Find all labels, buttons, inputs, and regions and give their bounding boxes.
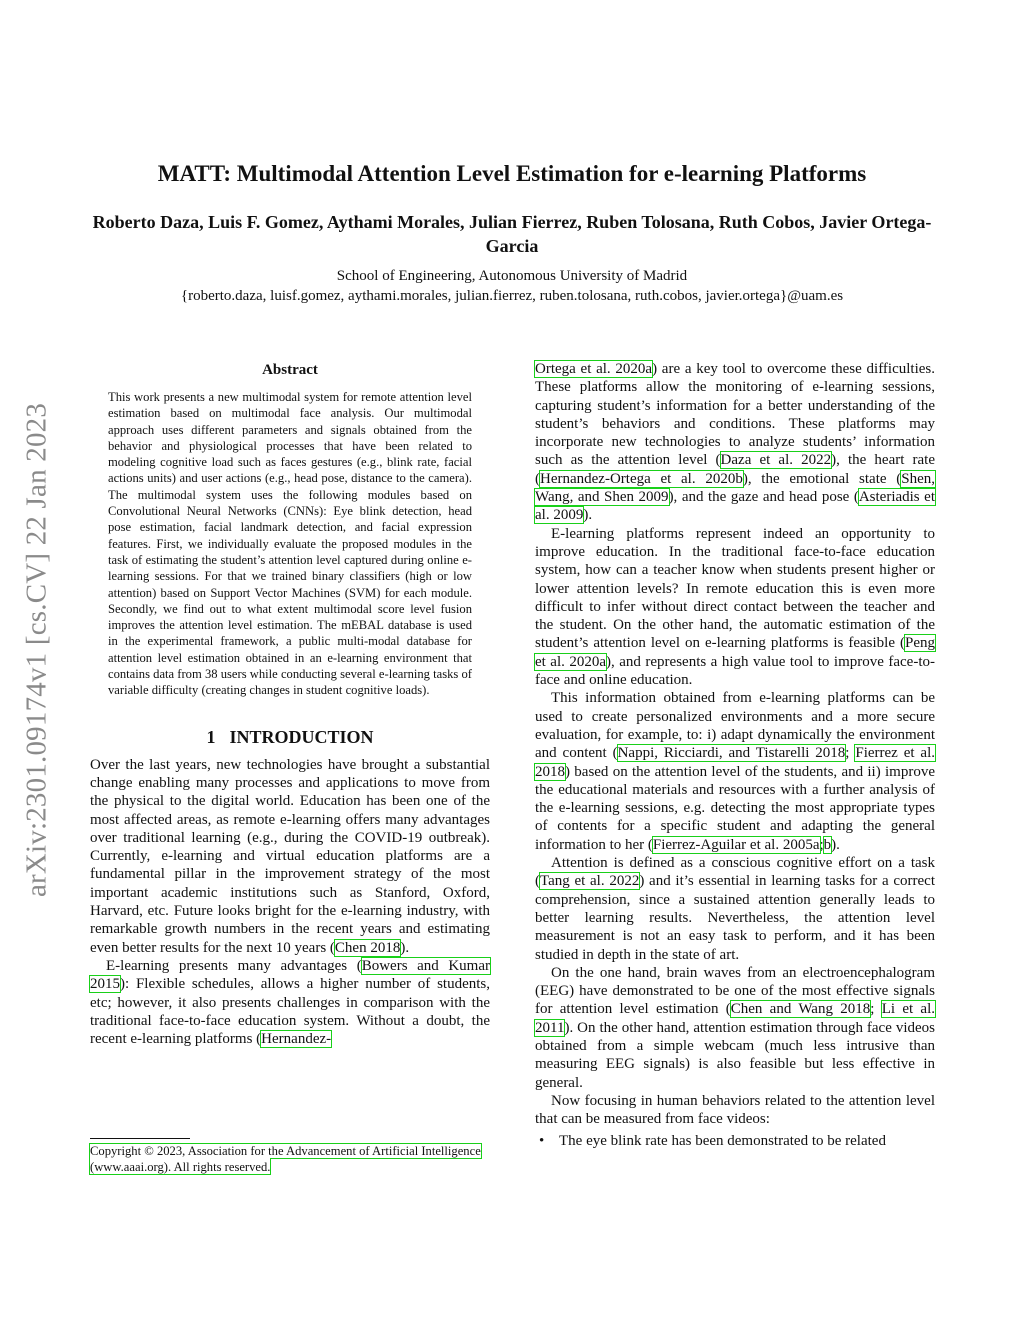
bullet-text: The eye blink rate has been demonstrated to be related xyxy=(559,1133,886,1150)
citation-link[interactable]: Peng et al. 2020a xyxy=(535,635,935,670)
text-run: ; xyxy=(845,745,856,762)
citation-link[interactable]: Li et al. 2011 xyxy=(535,1001,935,1036)
paper-title: MATT: Multimodal Attention Level Estimation for e-learning Platforms xyxy=(157,161,867,186)
citation-link[interactable]: Hernandez-Ortega et al. 2020b xyxy=(540,470,743,487)
citation-link[interactable]: Nappi, Ricciardi, and Tistarelli 2018 xyxy=(617,745,846,762)
citation-link[interactable]: Bowers and Kumar 2015 xyxy=(90,957,491,993)
copyright-link[interactable]: Copyright © 2023, Association for the Advancement of Artificial Intelligence (www.aaai.org). All rights reserved. xyxy=(90,1144,481,1174)
text-run: ), and the gaze and head pose ( xyxy=(668,489,859,506)
abstract-heading: Abstract xyxy=(262,362,318,378)
citation-link[interactable]: Hernandez- xyxy=(261,1031,332,1048)
text-run: ) based on the attention level of the students, and ii) improve the educational materials and resources with a further analysis of the e-learning sessions, e.g. detecting the most appropriate types of contents for a specific student and adapting the general information to her ( xyxy=(535,763,935,853)
author-emails: {roberto.daza, luisf.gomez, aythami.morales, julian.fierrez, ruben.tolosana, ruth.cobos, javier.ortega}@uam.es xyxy=(180,288,844,304)
arxiv-identifier: arXiv:2301.09174v1 [cs.CV] 22 Jan 2023 xyxy=(20,402,53,898)
text-run: ). On the other hand, attention estimation through face videos obtained from a simple webcam (much less intrusive than measuring EEG signals) is also feasible but less effective in general. xyxy=(535,1019,935,1091)
text-run: ). xyxy=(400,939,410,956)
text-run: ) are a key tool to overcome these difficulties. These platforms allow the monitoring of e-learning sessions, capturing student’s information for a better understanding of the student’s behaviors and conditions. These platforms may incorporate new technologies to analyze students’ information such as the attention level ( xyxy=(535,361,935,469)
right-paragraph-4 xyxy=(535,854,935,964)
text-run: ): Flexible schedules, allows a higher number of students, etc; however, it also presents challenges in comparison with the traditional face-to-face education system. Without a doubt, the recent e-learning platforms ( xyxy=(90,976,490,1048)
citation-link[interactable]: Fierrez-Aguilar et al. 2005a xyxy=(652,836,820,853)
text-run: ), and represents a high value tool to improve face-to-face and online education. xyxy=(535,653,935,689)
right-paragraph-2 xyxy=(535,525,935,690)
arxiv-sidebar-stamp xyxy=(22,360,52,940)
abstract-text: This work presents a new multimodal system for remote attention level estimation based on multimodal face analysis. Our multimodal approach uses different parameters and signals obtained from the behavior and physiological processes that have been related to modeling cognitive load such as faces gestures (e.g., blink rate, facial actions units) and user actions (e.g., head pose, distance to the camera). The multimodal system uses the following modules based on Convolutional Neural Networks (CNNs): Eye blink detection, head pose estimation, facial landmark detection, and facial expression features. First, we individually evaluate the proposed modules in the task of estimating the student’s attention level captured during online e-learning sessions. For that we trained binary classifiers (high or low attention) based on Support Vector Machines (SVM) for each module. Secondly, we find out to what extent multimodal score level fusion improves the attention level estimation. The mEBAL database is used in the experimental framework, a public multi-modal database for attention level estimation obtained in an e-learning environment that contains data from 38 users while conducting several e-learning tasks of variable difficulty (creating changes in student cognitive loads). xyxy=(108,390,472,698)
intro-paragraph-2 xyxy=(90,957,490,1048)
footnote-rule xyxy=(90,1138,190,1139)
citation-link[interactable]: b xyxy=(823,836,832,853)
text-run: ), the heart rate ( xyxy=(535,452,935,487)
right-paragraph-3 xyxy=(535,689,935,854)
section-title: INTRODUCTION xyxy=(229,726,374,747)
affiliation: School of Engineering, Autonomous University of Madrid xyxy=(336,268,688,284)
section-heading-introduction xyxy=(90,727,490,748)
citation-link[interactable]: Fierrez et al. 2018 xyxy=(535,745,936,780)
text-run: ). xyxy=(583,507,593,524)
right-paragraph-6: Now focusing in human behaviors related to the attention level that can be measured from face videos: xyxy=(535,1092,935,1128)
citation-link[interactable]: Ortega et al. 2020a xyxy=(535,361,653,377)
right-paragraph-5 xyxy=(535,964,935,1092)
text-run: ; xyxy=(870,1001,882,1018)
right-column xyxy=(535,360,935,1151)
citation-link[interactable]: Asteriadis et al. 2009 xyxy=(535,489,935,524)
left-column xyxy=(90,360,490,1048)
citation-link[interactable]: Chen 2018 xyxy=(334,939,401,956)
text-run: E-learning presents many advantages ( xyxy=(106,957,362,974)
intro-paragraph-1 xyxy=(90,756,490,957)
text-run: This information obtained from e-learning platforms can be used to create personalized environments and a more secure evaluation, for example, to: i) adapt dynamically the environment and content ( xyxy=(535,690,935,762)
copyright-footnote xyxy=(90,1143,490,1175)
citation-link[interactable]: Chen and Wang 2018 xyxy=(730,1001,871,1018)
text-run: ; xyxy=(819,836,824,853)
text-run: ) and it’s essential in learning tasks for a correct comprehension, since a sustained attention generally leads to better learning results. Nevertheless, the attention level measurement is not an easy task to perform, and it has been studied in depth in the state of art. xyxy=(535,873,935,963)
citation-link[interactable]: Daza et al. 2022 xyxy=(720,452,832,469)
bullet-item xyxy=(535,1132,935,1150)
text-run: ), the emotional state ( xyxy=(742,470,902,487)
section-number: 1 xyxy=(206,726,216,747)
author-list: Roberto Daza, Luis F. Gomez, Aythami Morales, Julian Fierrez, Ruben Tolosana, Ruth Cobos, Javier Ortega-Garcia xyxy=(92,212,932,256)
text-run: Over the last years, new technologies have brought a substantial change enabling many processes and applications to move from the physical to the digital world. Education has been one of the most affected areas, as remote e-learning offers many advantages over traditional learning (e.g., during the COVID-19 outbreak). Currently, e-learning and virtual education platforms are a fundamental pillar in the improvement strategy of the most important academic institutions such as Stanford, Oxford, Harvard, etc. Future looks bright for the e-learning industry, with remarkable growth numbers in the recent years and estimating even better results for the next 10 years ( xyxy=(90,756,490,956)
text-run: Attention is defined as a conscious cognitive effort on a task ( xyxy=(535,855,935,890)
citation-link[interactable]: Shen, Wang, and Shen 2009 xyxy=(535,470,935,506)
citation-link[interactable]: Tang et al. 2022 xyxy=(540,873,640,890)
text-run: E-learning platforms represent indeed an opportunity to improve education. In the traditional face-to-face education system, how can a teacher know when students present higher or lower attention levels? In remote education this is even more difficult to infer without direct contact between the teacher and the student. On the other hand, the automatic estimation of the student’s attention level on e-learning platforms is feasible ( xyxy=(535,525,935,652)
right-paragraph-1 xyxy=(535,360,935,525)
bullet-marker: • xyxy=(539,1133,545,1150)
text-run: On the one hand, brain waves from an electroencephalogram (EEG) have demonstrated to be one of the most effective signals for attention level estimation ( xyxy=(535,964,935,1018)
text-run: ). xyxy=(831,836,840,853)
